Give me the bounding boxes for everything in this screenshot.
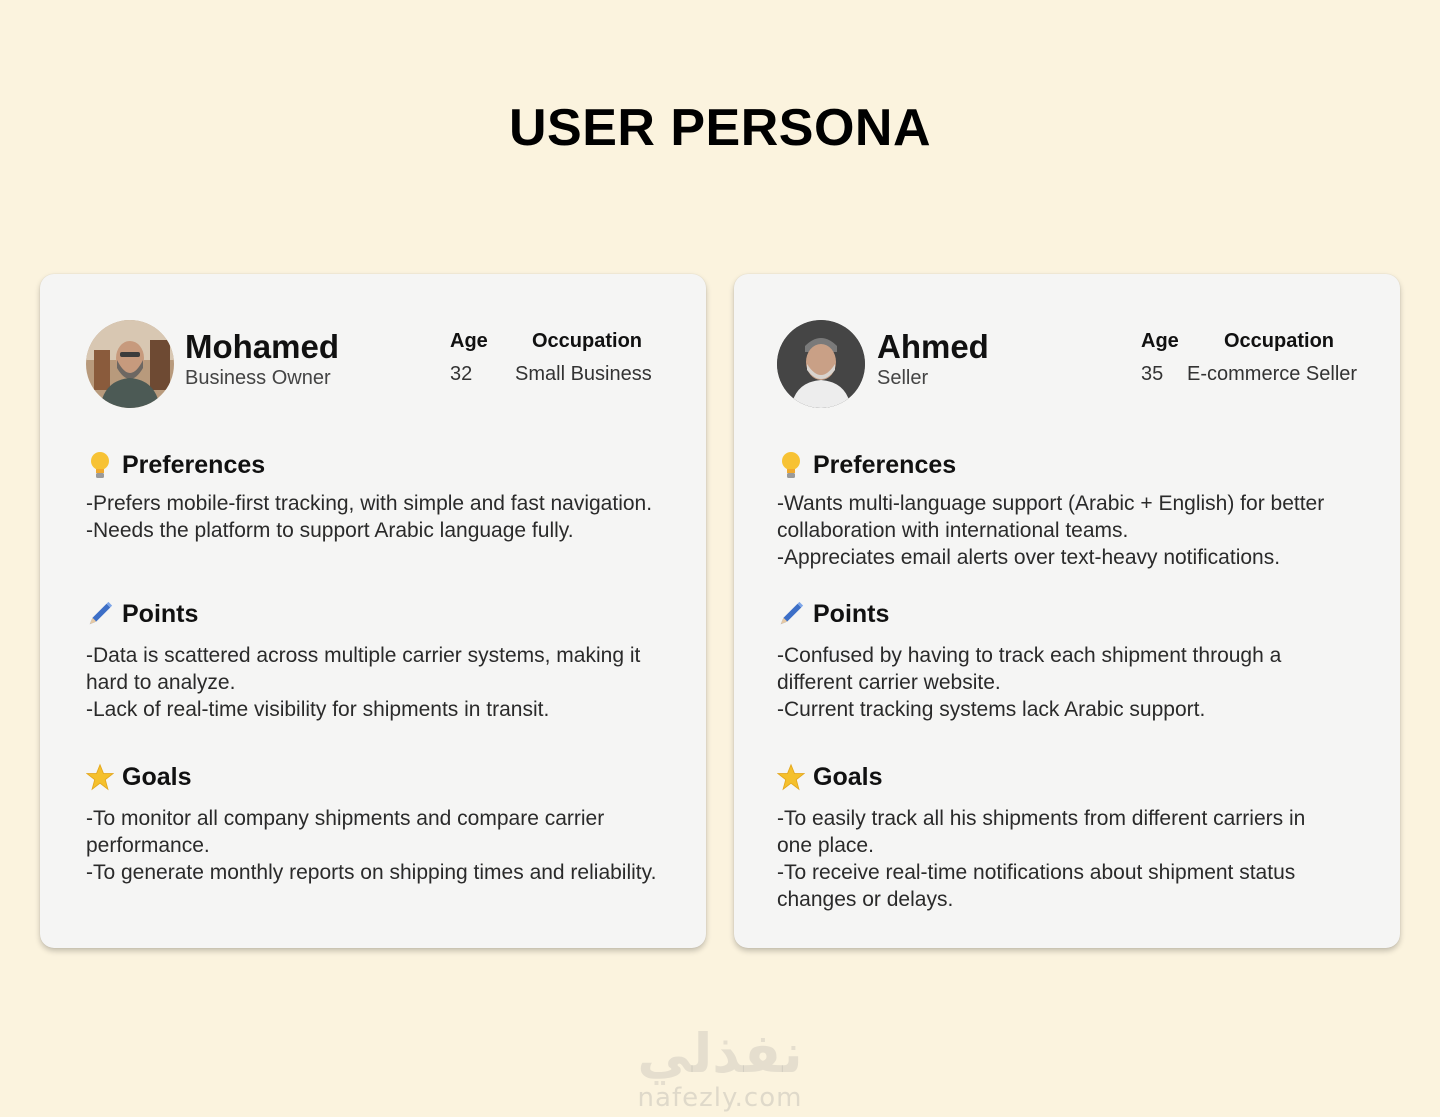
points-heading-label: Points: [122, 599, 199, 628]
points-text: [777, 642, 1357, 723]
persona-card-ahmed: [734, 274, 1400, 948]
age-label: Age: [1141, 330, 1179, 352]
page-title: USER PERSONA: [508, 99, 932, 157]
list-item: -Prefers mobile-first tracking, with simple and fast navigation.: [86, 492, 653, 515]
lightbulb-icon: [86, 450, 114, 480]
list-item: -To receive real-time notifications about shipment status changes or delays.: [777, 861, 1296, 911]
persona-card-mohamed: [40, 274, 706, 948]
persona-role: Business Owner: [185, 367, 331, 389]
goals-heading: [777, 762, 882, 792]
points-heading: [777, 599, 889, 629]
occupation-value: E-commerce Seller: [1187, 363, 1358, 385]
list-item: -Appreciates email alerts over text-heavy notifications.: [777, 546, 1281, 569]
occupation-label: Occupation: [532, 330, 643, 352]
preferences-heading-label: Preferences: [813, 450, 957, 479]
preferences-heading-label: Preferences: [122, 450, 266, 479]
star-icon: [777, 762, 805, 792]
list-item: -Wants multi-language support (Arabic + English) for better collaboration with international teams.: [777, 492, 1325, 542]
watermark-arabic: نفذلي: [637, 1022, 803, 1085]
goals-text: [777, 805, 1337, 913]
preferences-text: [777, 490, 1377, 571]
goals-heading: [86, 762, 191, 792]
avatar: [777, 320, 865, 408]
age-label: Age: [450, 330, 488, 352]
watermark-latin: nafezly.com: [637, 1083, 803, 1113]
points-heading-label: Points: [813, 599, 890, 628]
list-item: -To easily track all his shipments from different carriers in one place.: [777, 807, 1306, 857]
list-item: -To generate monthly reports on shipping times and reliability.: [86, 861, 657, 884]
lightbulb-icon: [777, 450, 805, 480]
list-item: -Needs the platform to support Arabic language fully.: [86, 519, 574, 542]
occupation-label: Occupation: [1224, 330, 1335, 352]
occupation-value: Small Business: [515, 363, 652, 385]
persona-name: Mohamed: [185, 328, 340, 365]
points-text: [86, 642, 676, 723]
persona-role: Seller: [877, 367, 929, 389]
list-item: -Data is scattered across multiple carrier systems, making it hard to analyze.: [86, 644, 641, 694]
goals-heading-label: Goals: [813, 762, 883, 791]
pen-icon: [86, 599, 114, 629]
avatar: [86, 320, 174, 408]
age-value: 32: [450, 363, 473, 385]
list-item: -Lack of real-time visibility for shipments in transit.: [86, 698, 550, 721]
list-item: -To monitor all company shipments and compare carrier performance.: [86, 807, 605, 857]
goals-heading-label: Goals: [122, 762, 192, 791]
pen-icon: [777, 599, 805, 629]
points-heading: [86, 599, 198, 629]
star-icon: [86, 762, 114, 792]
age-value: 35: [1141, 363, 1164, 385]
preferences-text: [86, 490, 676, 544]
goals-text: [86, 805, 676, 886]
preferences-heading: [86, 450, 265, 480]
list-item: -Confused by having to track each shipment through a different carrier website.: [777, 644, 1282, 694]
list-item: -Current tracking systems lack Arabic support.: [777, 698, 1206, 721]
preferences-heading: [777, 450, 956, 480]
persona-name: Ahmed: [877, 328, 989, 365]
